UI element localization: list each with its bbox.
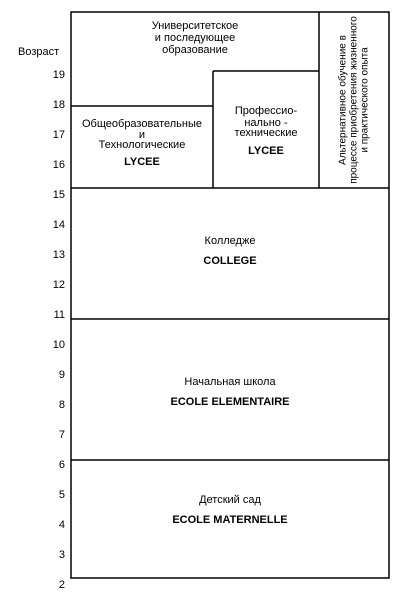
age-axis-title: Возраст (18, 46, 60, 58)
university-line-1: Университетское (151, 20, 239, 32)
college-name: Колледже (204, 235, 256, 247)
university-line-2: и последующее (154, 32, 236, 44)
general-lycee-line-1: Общеобразовательные (82, 118, 202, 130)
age-label-3: 3 (58, 549, 65, 561)
college-block (71, 188, 389, 319)
primary-school-name: Начальная школа (184, 376, 276, 388)
primary-school-label: ECOLE ELEMENTAIRE (170, 396, 290, 408)
alternative-learning-text: Альтернативное обучение в процессе приобретения жизненного и практического опыта (337, 16, 371, 184)
vocational-lycee-line-3: технические (234, 127, 298, 139)
age-label-7: 7 (58, 429, 65, 441)
age-label-2: 2 (58, 579, 65, 591)
general-lycee-block (71, 106, 213, 188)
age-label-16: 16 (52, 159, 65, 171)
vocational-lycee-line-2: нально - (244, 117, 288, 129)
age-label-11: 11 (53, 309, 65, 321)
vocational-lycee-line-1: Профессио- (234, 105, 298, 117)
general-lycee-line-3: Технологические (98, 139, 186, 151)
vocational-lycee-block (213, 71, 319, 188)
age-label-14: 14 (52, 219, 65, 231)
general-lycee-name: LYCEE (124, 156, 160, 168)
alternative-learning-block (319, 12, 389, 188)
age-label-10: 10 (52, 339, 65, 351)
college-label: COLLEGE (203, 255, 257, 267)
general-lycee-line-2: и (138, 129, 146, 141)
kindergarten-block (71, 460, 389, 578)
age-label-8: 8 (58, 399, 65, 411)
university-line-3: образование (162, 44, 228, 56)
age-label-4: 4 (58, 519, 65, 531)
age-label-6: 6 (58, 459, 65, 471)
vocational-lycee-name: LYCEE (248, 145, 284, 157)
university-block (71, 12, 319, 71)
age-label-18: 18 (52, 99, 65, 111)
age-label-15: 15 (52, 189, 65, 201)
age-label-17: 17 (52, 129, 65, 141)
age-label-13: 13 (52, 249, 65, 261)
kindergarten-label: ECOLE MATERNELLE (172, 514, 288, 526)
age-label-19: 19 (52, 69, 65, 81)
age-label-5: 5 (58, 489, 65, 501)
age-label-12: 12 (52, 279, 65, 291)
kindergarten-name: Детский сад (199, 494, 261, 506)
age-label-9: 9 (58, 369, 65, 381)
primary-school-block (71, 319, 389, 460)
